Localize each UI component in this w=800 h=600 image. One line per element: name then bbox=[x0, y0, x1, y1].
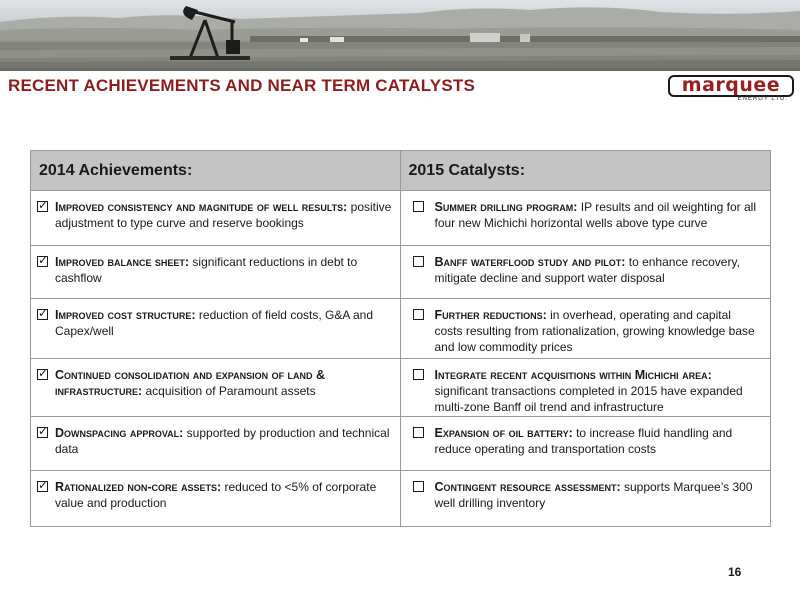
achievement-cell bbox=[31, 191, 401, 246]
achievement-item bbox=[31, 359, 400, 399]
achievement-item bbox=[31, 471, 400, 511]
item-lead: Contingent resource assessment: bbox=[434, 480, 621, 494]
table-row bbox=[31, 246, 771, 299]
item-lead: Improved cost structure: bbox=[55, 308, 196, 322]
checked-box-icon bbox=[37, 478, 49, 492]
catalyst-item bbox=[401, 246, 771, 286]
item-lead: Improved balance sheet: bbox=[55, 255, 190, 269]
empty-box-icon bbox=[413, 427, 424, 438]
item-lead: Integrate recent acquisitions within Michichi area: bbox=[434, 368, 712, 382]
table-row bbox=[31, 471, 771, 527]
item-lead: Downspacing approval: bbox=[55, 426, 184, 440]
item-body: supported by production and technical data bbox=[55, 426, 390, 456]
catalyst-item bbox=[401, 417, 771, 457]
banner-photo bbox=[0, 0, 800, 68]
achievement-cell bbox=[31, 359, 401, 417]
slide-title: RECENT ACHIEVEMENTS AND NEAR TERM CATALYSTS bbox=[8, 76, 475, 95]
catalyst-cell bbox=[400, 246, 771, 299]
empty-box-icon bbox=[413, 309, 424, 320]
empty-box-icon bbox=[413, 256, 424, 267]
empty-box-icon bbox=[413, 481, 424, 492]
achievement-cell bbox=[31, 417, 401, 471]
checked-box-icon bbox=[37, 424, 49, 438]
item-body: in overhead, operating and capital costs resulting from rationalization, growing knowledge base and low commodity prices bbox=[434, 308, 755, 354]
check-mark-icon: ✓ bbox=[38, 366, 49, 380]
header-achievements: 2014 Achievements: bbox=[31, 151, 401, 191]
item-body: reduced to <5% of corporate value and production bbox=[55, 480, 377, 510]
achievement-cell bbox=[31, 471, 401, 527]
item-lead: Expansion of oil battery: bbox=[434, 426, 573, 440]
table-row bbox=[31, 417, 771, 471]
empty-box-icon bbox=[413, 201, 424, 212]
table-row bbox=[31, 359, 771, 417]
checked-box-icon bbox=[37, 306, 49, 320]
item-lead: Continued consolidation and expansion of land & infrastructure: bbox=[55, 368, 326, 398]
empty-box-icon bbox=[413, 369, 424, 380]
logo-wordmark: marquee bbox=[681, 74, 781, 96]
check-mark-icon: ✓ bbox=[38, 198, 49, 212]
catalyst-item bbox=[401, 359, 771, 415]
achievements-catalysts-table bbox=[30, 150, 771, 527]
catalyst-cell bbox=[400, 299, 771, 359]
item-body: significant reductions in debt to cashflow bbox=[55, 255, 358, 285]
catalyst-item bbox=[401, 471, 771, 511]
catalyst-cell bbox=[400, 191, 771, 246]
achievement-item bbox=[31, 191, 400, 231]
company-logo bbox=[668, 75, 794, 105]
check-mark-icon: ✓ bbox=[38, 306, 49, 320]
achievement-cell bbox=[31, 299, 401, 359]
achievement-item bbox=[31, 299, 400, 339]
catalyst-item bbox=[401, 299, 771, 355]
achievement-cell bbox=[31, 246, 401, 299]
item-body: reduction of field costs, G&A and Capex/well bbox=[55, 308, 374, 338]
catalyst-cell bbox=[400, 471, 771, 527]
table-row bbox=[31, 299, 771, 359]
item-lead: Improved consistency and magnitude of well results: bbox=[55, 200, 348, 214]
checked-box-icon bbox=[37, 198, 49, 212]
achievement-item bbox=[31, 246, 400, 286]
catalyst-item bbox=[401, 191, 771, 231]
logo-subtitle: ENERGY LTD. bbox=[737, 96, 788, 102]
item-body: to enhance recovery, mitigate decline and support water disposal bbox=[434, 255, 740, 285]
item-lead: Banff waterflood study and pilot: bbox=[434, 255, 626, 269]
checked-box-icon bbox=[37, 366, 49, 380]
check-mark-icon: ✓ bbox=[38, 253, 49, 267]
check-mark-icon: ✓ bbox=[38, 478, 49, 492]
item-body: IP results and oil weighting for all four new Michichi horizontal wells above type curve bbox=[434, 200, 756, 230]
catalyst-cell bbox=[400, 359, 771, 417]
item-lead: Rationalized non-core assets: bbox=[55, 480, 222, 494]
item-body: to increase fluid handling and reduce operating and transportation costs bbox=[434, 426, 733, 456]
header-catalysts: 2015 Catalysts: bbox=[400, 151, 771, 191]
catalyst-cell bbox=[400, 417, 771, 471]
check-mark-icon: ✓ bbox=[38, 424, 49, 438]
item-lead: Summer drilling program: bbox=[434, 200, 578, 214]
prairie-landscape-image bbox=[0, 0, 800, 68]
checked-box-icon bbox=[37, 253, 49, 267]
table-header-row bbox=[31, 151, 771, 191]
achievement-item bbox=[31, 417, 400, 457]
banner-divider bbox=[0, 68, 800, 71]
item-body: acquisition of Paramount assets bbox=[142, 384, 316, 398]
item-body: significant transactions completed in 2015 have expanded multi-zone Banff oil trend and infrastructure bbox=[434, 384, 743, 414]
item-lead: Further reductions: bbox=[434, 308, 547, 322]
item-body: supports Marquee’s 300 well drilling inventory bbox=[434, 480, 753, 510]
page-number: 16 bbox=[728, 565, 742, 579]
table-row bbox=[31, 191, 771, 246]
item-body: positive adjustment to type curve and reserve bookings bbox=[55, 200, 392, 230]
